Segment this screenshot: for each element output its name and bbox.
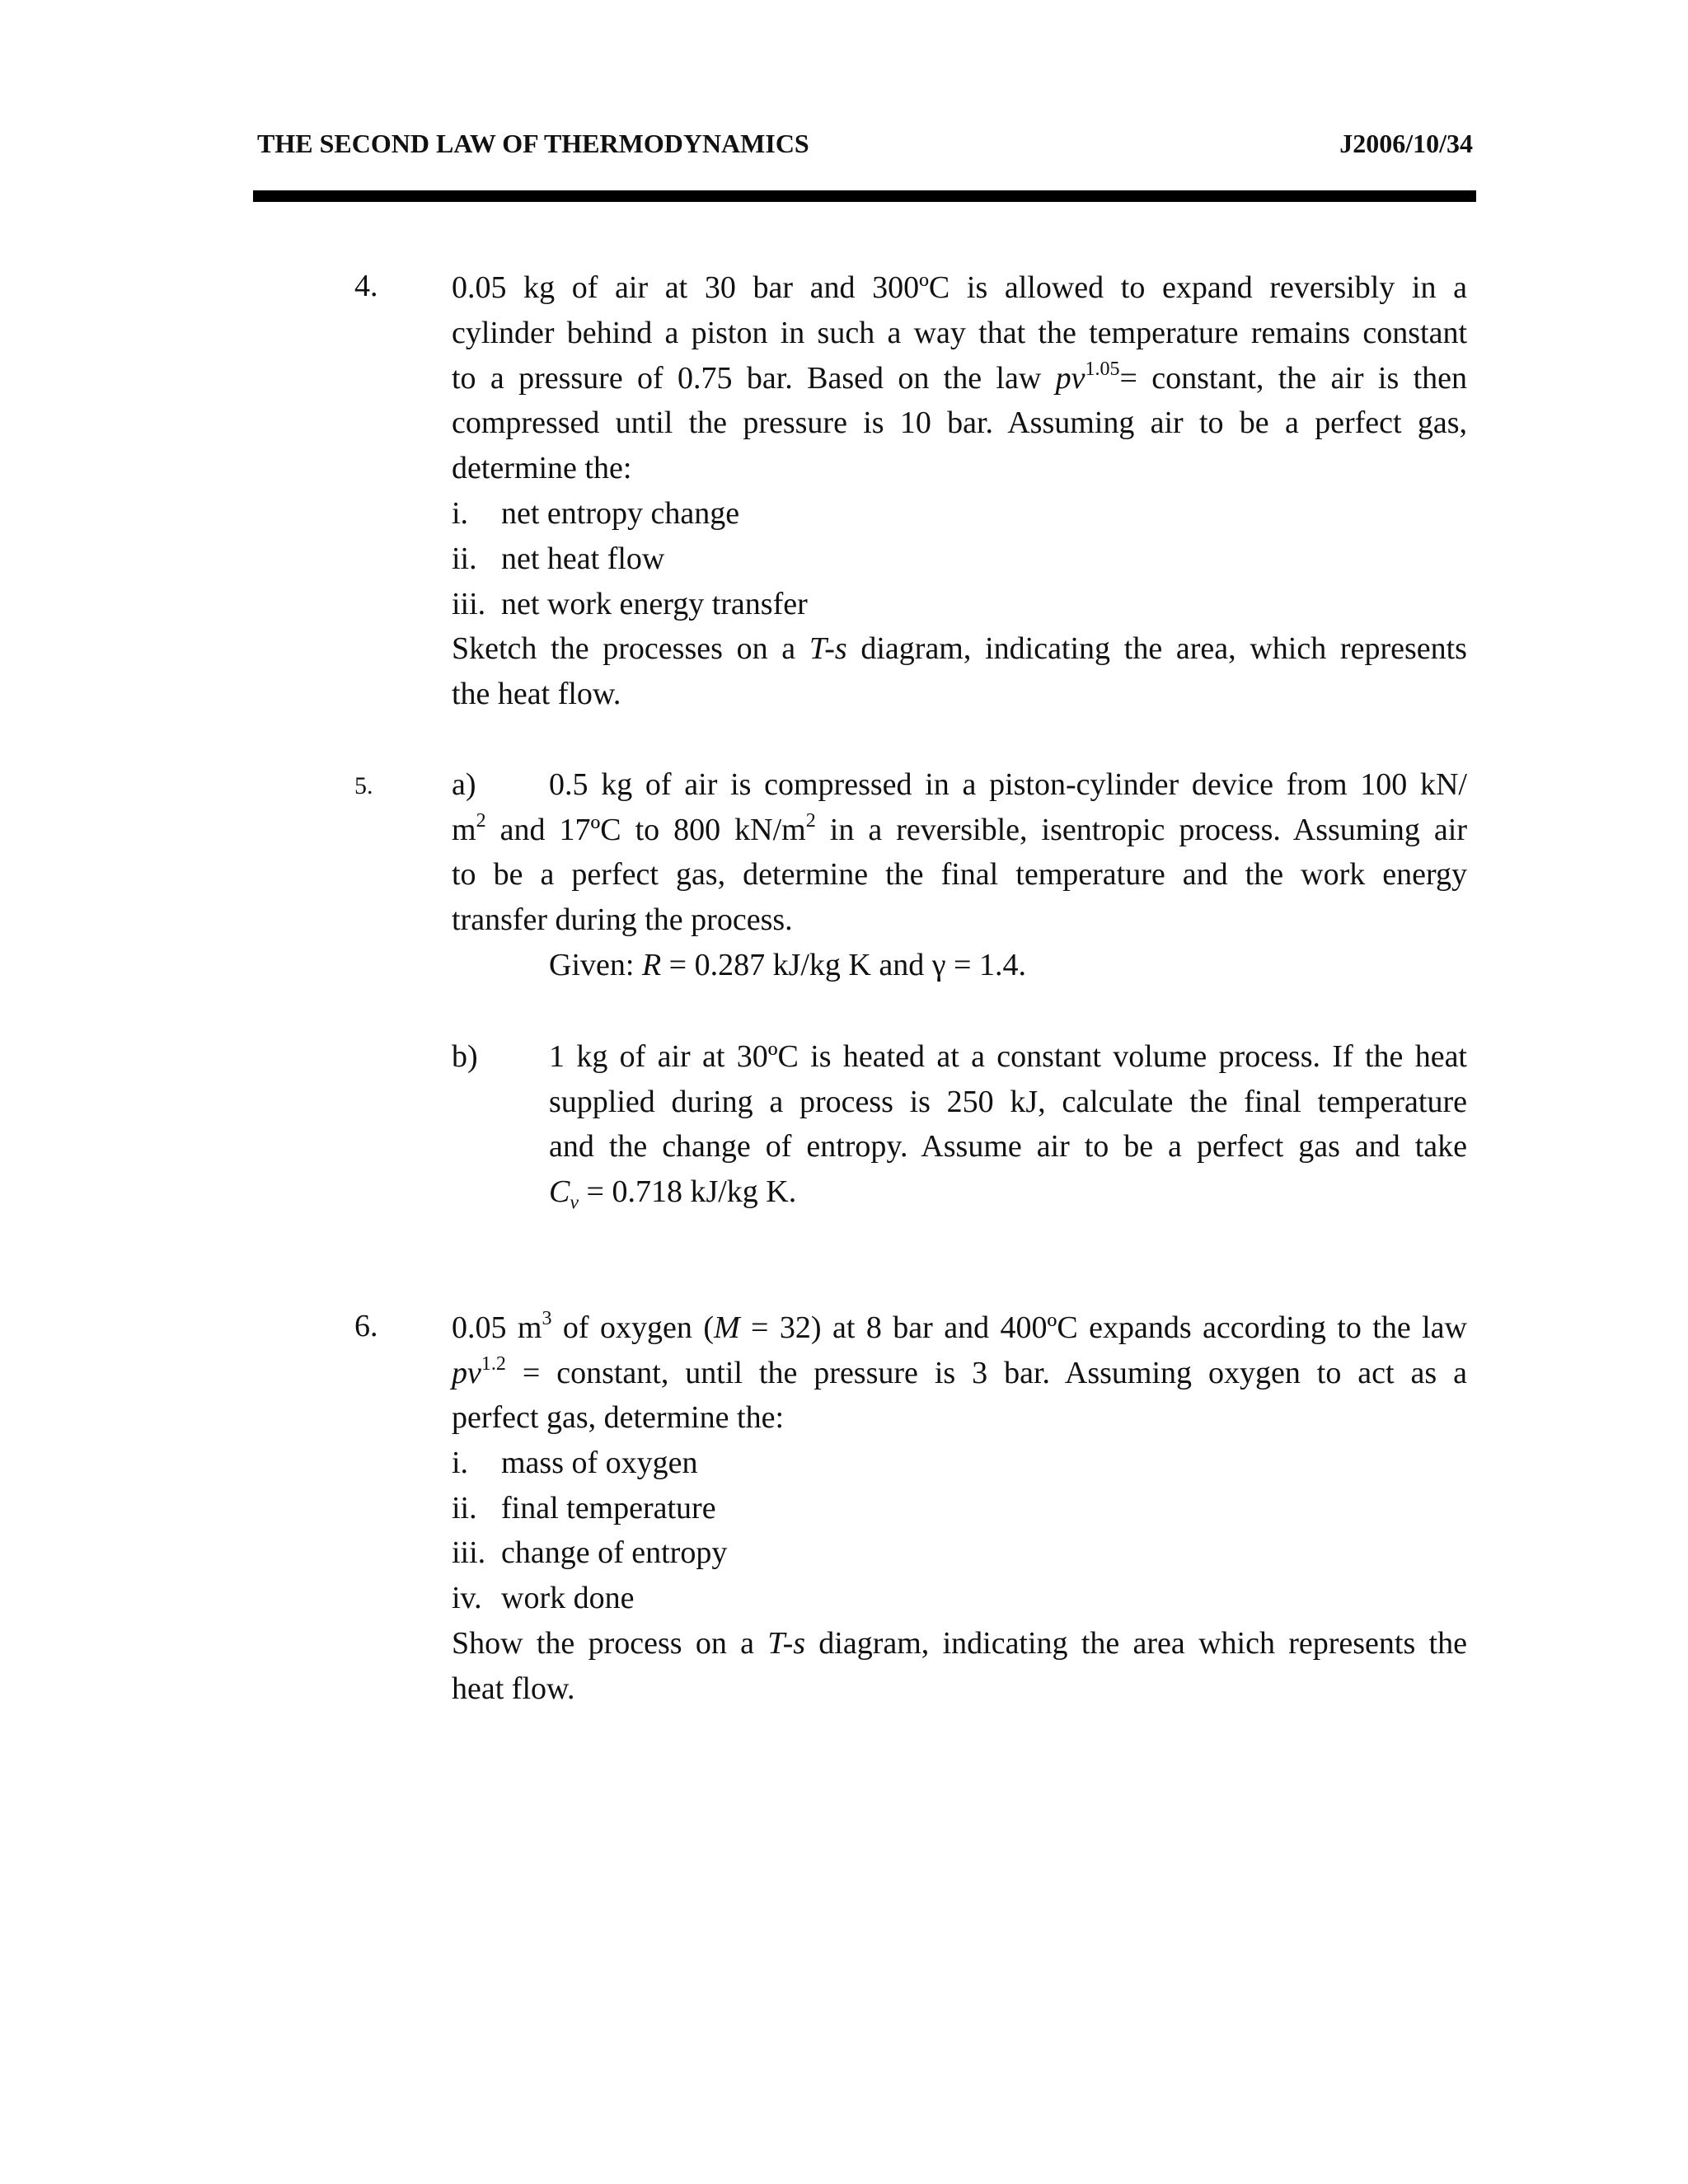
chapter-title: THE SECOND LAW OF THERMODYNAMICS: [257, 129, 809, 158]
text-line: compressed until the pressure is 10 bar. Assuming air to be a perfect gas,: [452, 405, 1467, 440]
page-header: [257, 129, 1473, 162]
text-line: supplied during a process is 250 kJ, calculate the final temperature: [549, 1085, 1467, 1119]
text-line: the heat flow.: [452, 677, 621, 711]
header-rule: [253, 190, 1476, 202]
text-line: 0.05 $m^3$ of oxygen (M = 32) at 8 bar and 400ºC expands according to the law: [452, 1308, 1467, 1345]
subquestion-label: a): [452, 767, 476, 802]
list-item: iii. change of entropy: [452, 1535, 728, 1570]
question-number: 5.: [354, 772, 373, 799]
text-line: 0.05 kg of air at 30 bar and 300ºC is allowed to expand reversibly in a: [452, 270, 1467, 305]
text-line: $m^2$ and 17ºC to 800 $kN/m^2$ in a reversible, isentropic process. Assuming air: [452, 810, 1468, 847]
text-line: 0.5 kg of air is compressed in a piston-cylinder device from 100 kN/: [549, 767, 1467, 802]
text-line: to a pressure of 0.75 bar. Based on the law $pv^{1.05}=$ constant, the air is then: [452, 359, 1467, 396]
given-line: Given: R = 0.287 kJ/kg K and γ = 1.4.: [549, 948, 1026, 982]
text-line: and the change of entropy. Assume air to be a perfect gas and take: [549, 1129, 1467, 1164]
text-line: $pv^{1.2}$ = constant, until the pressure is 3 bar. Assuming oxygen to act as a: [452, 1353, 1467, 1390]
list-item: ii. final temperature: [452, 1491, 716, 1526]
text-line: Sketch the processes on a T-s diagram, indicating the area, which represents: [452, 631, 1467, 666]
text-line: heat flow.: [452, 1671, 575, 1706]
text-line: determine the:: [452, 451, 632, 485]
text-line: perfect gas, determine the:: [452, 1400, 785, 1435]
text-line: transfer during the process.: [452, 902, 793, 937]
text-line: $C_v = 0.718$ kJ/kg K.: [549, 1174, 797, 1214]
list-item: iv. work done: [452, 1581, 635, 1615]
list-item: i. net entropy change: [452, 496, 740, 531]
text-line: Show the process on a T-s diagram, indicating the area which represents the: [452, 1626, 1467, 1661]
subquestion-label: b): [452, 1039, 478, 1074]
list-item: i. mass of oxygen: [452, 1446, 698, 1480]
question-number: 6.: [354, 1309, 378, 1343]
list-item: ii. net heat flow: [452, 541, 665, 576]
text-line: cylinder behind a piston in such a way that the temperature remains constant: [452, 316, 1467, 350]
page-code: J2006/10/34: [1339, 129, 1473, 158]
list-item: iii. net work energy transfer: [452, 587, 808, 621]
text-line: to be a perfect gas, determine the final temperature and the work energy: [452, 857, 1467, 892]
text-line: 1 kg of air at 30ºC is heated at a constant volume process. If the heat: [549, 1039, 1467, 1074]
question-number: 4.: [354, 269, 378, 303]
